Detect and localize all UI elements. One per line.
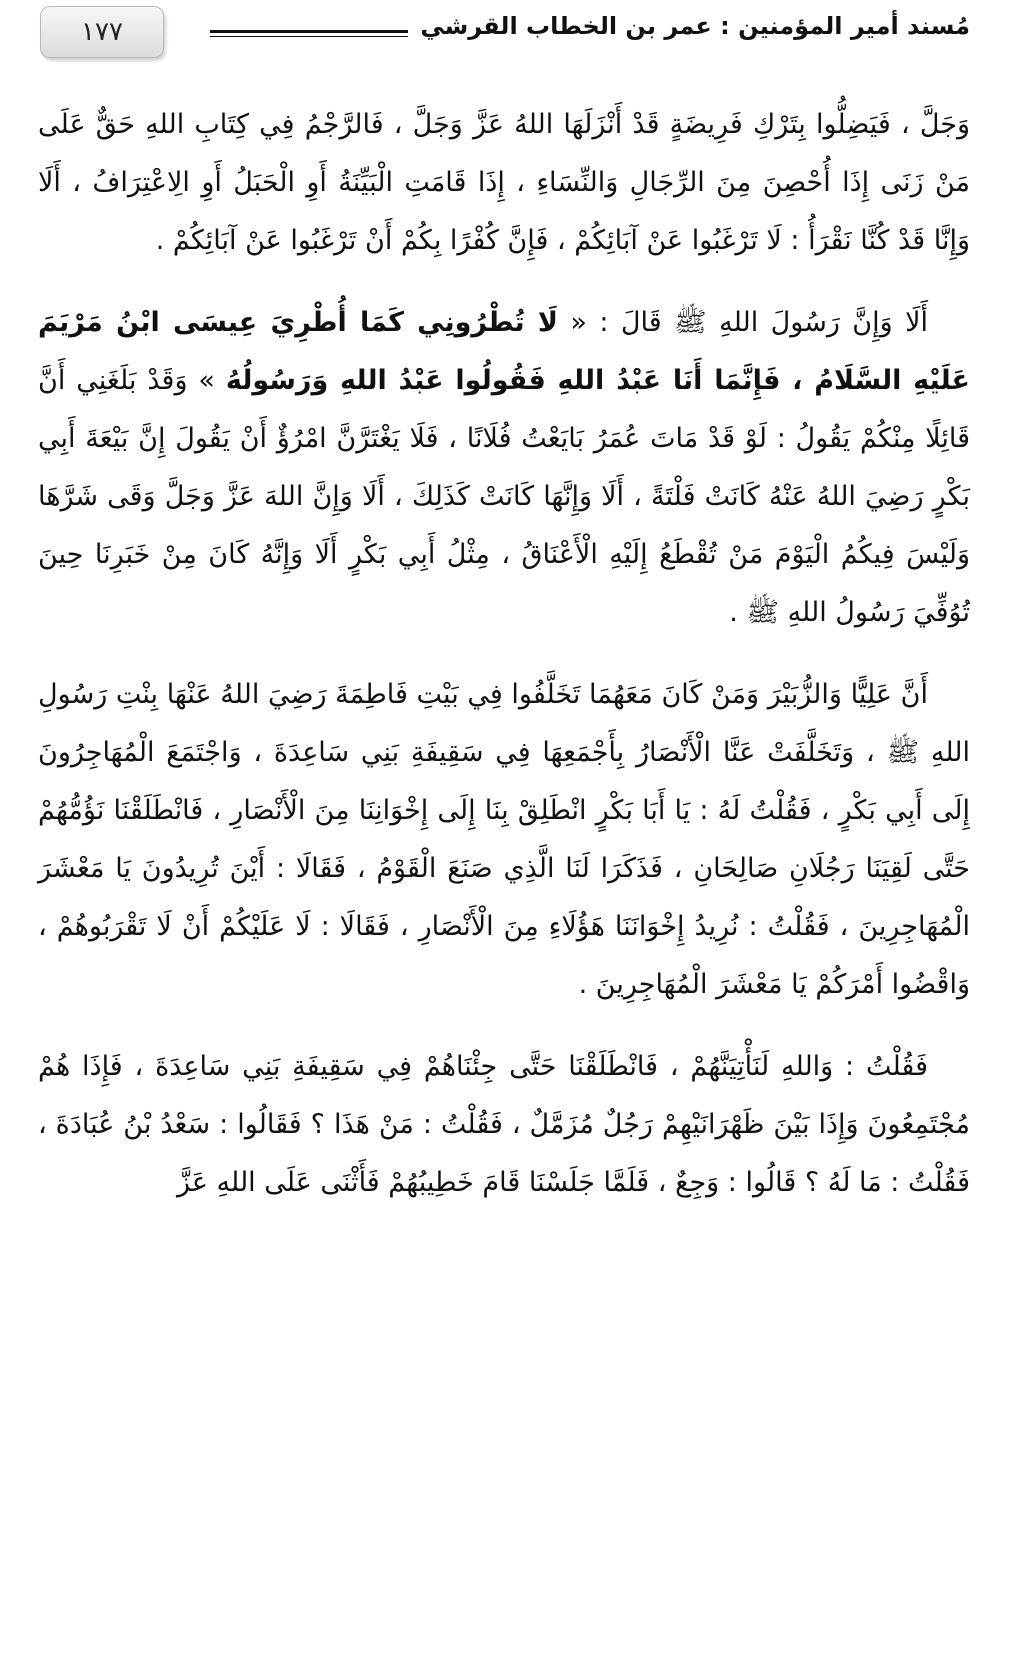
page-number-badge bbox=[40, 6, 164, 58]
page-body bbox=[38, 96, 970, 1212]
running-header bbox=[210, 12, 970, 40]
running-title: مُسند أمير المؤمنين : عمر بن الخطاب القرشي bbox=[420, 12, 970, 40]
paragraph-4: فَقُلْتُ : وَاللهِ لَنَأْتِيَنَّهُمْ ، فَانْطَلَقْنَا حَتَّى جِئْنَاهُمْ فِي سَقِيفَةِ بَنِي سَاعِدَةَ ، فَإِذَا هُمْ مُجْتَمِعُونَ وَإِذَا بَيْنَ ظَهْرَانَيْهِمْ رَجُلٌ مُزَمَّلٌ ، فَقُلْتُ : مَنْ هَذَا ؟ فَقَالُوا : سَعْدُ بْنُ عُبَادَةَ ، فَقُلْتُ : مَا لَهُ ؟ قَالُوا : وَجِعٌ ، فَلَمَّا جَلَسْنَا قَامَ خَطِيبُهُمْ فَأَثْنَى عَلَى اللهِ عَزَّ bbox=[38, 1051, 970, 1198]
paragraph-3: أَنَّ عَلِيًّا وَالزُّبَيْرَ وَمَنْ كَانَ مَعَهُمَا تَخَلَّفُوا فِي بَيْتِ فَاطِمَةَ رَضِيَ اللهُ عَنْهَا بِنْتِ رَسُولِ اللهِ ﷺ ، وَتَخَلَّفَتْ عَنَّا الْأَنْصَارُ بِأَجْمَعِهَا فِي سَقِيفَةِ بَنِي سَاعِدَةَ ، وَاجْتَمَعَ الْمُهَاجِرُونَ إِلَى أَبِي بَكْرٍ ، فَقُلْتُ لَهُ : يَا أَبَا بَكْرٍ انْطَلِقْ بِنَا إِلَى إِخْوَانِنَا مِنَ الْأَنْصَارِ ، فَانْطَلَقْنَا نَؤُمُّهُمْ حَتَّى لَقِيَنَا رَجُلَانِ صَالِحَانِ ، فَذَكَرَا لَنَا الَّذِي صَنَعَ الْقَوْمُ ، فَقَالَا : أَيْنَ تُرِيدُونَ يَا مَعْشَرَ الْمُهَاجِرِينَ ، فَقُلْتُ : نُرِيدُ إِخْوَانَنَا هَؤُلَاءِ مِنَ الْأَنْصَارِ ، فَقَالَا : لَا عَلَيْكُمْ أَنْ لَا تَقْرَبُوهُمْ ، وَاقْضُوا أَمْرَكُمْ يَا مَعْشَرَ الْمُهَاجِرِينَ . bbox=[38, 679, 970, 1000]
hadith-quote: لَا تُطْرُونِي كَمَا أُطْرِيَ عِيسَى ابْنُ مَرْيَمَ عَلَيْهِ السَّلَامُ ، فَإِنَّمَا أَنَا عَبْدُ اللهِ فَقُولُوا عَبْدُ اللهِ وَرَسُولُهُ bbox=[38, 307, 970, 396]
header-rule bbox=[210, 30, 408, 37]
paragraph-2-rest: » وَقَدْ بَلَغَنِي أَنَّ قَائِلًا مِنْكُمْ يَقُولُ : لَوْ قَدْ مَاتَ عُمَرُ بَايَعْتُ فُلَانًا ، فَلَا يَغْتَرَّنَّ امْرُؤٌ أَنْ يَقُولَ إِنَّ بَيْعَةَ أَبِي بَكْرٍ رَضِيَ اللهُ عَنْهُ كَانَتْ فَلْتَةً ، أَلَا وَإِنَّهَا كَانَتْ كَذَلِكَ ، أَلَا وَإِنَّ اللهَ عَزَّ وَجَلَّ وَقَى شَرَّهَا وَلَيْسَ فِيكُمُ الْيَوْمَ مَنْ تُقْطَعُ إِلَيْهِ الْأَعْنَاقُ ، مِثْلُ أَبِي بَكْرٍ أَلَا وَإِنَّهُ كَانَ مِنْ خَبَرِنَا حِينَ تُوُفِّيَ رَسُولُ اللهِ ﷺ . bbox=[38, 365, 970, 628]
paragraph-1: وَجَلَّ ، فَيَضِلُّوا بِتَرْكِ فَرِيضَةٍ قَدْ أَنْزَلَهَا اللهُ عَزَّ وَجَلَّ ، فَالرَّجْمُ فِي كِتَابِ اللهِ حَقٌّ عَلَى مَنْ زَنَى إِذَا أُحْصِنَ مِنَ الرِّجَالِ وَالنِّسَاءِ ، إِذَا قَامَتِ الْبَيِّنَةُ أَوِ الْحَبَلُ أَوِ الِاعْتِرَافُ ، أَلَا وَإِنَّا قَدْ كُنَّا نَقْرَأُ : لَا تَرْغَبُوا عَنْ آبَائِكُمْ ، فَإِنَّ كُفْرًا بِكُمْ أَنْ تَرْغَبُوا عَنْ آبَائِكُمْ . bbox=[38, 109, 970, 256]
page-number: ١٧٧ bbox=[81, 17, 123, 47]
paragraph-2-lead: أَلَا وَإِنَّ رَسُولَ اللهِ ﷺ قَالَ : « bbox=[557, 307, 929, 338]
paragraph-2 bbox=[38, 294, 970, 642]
